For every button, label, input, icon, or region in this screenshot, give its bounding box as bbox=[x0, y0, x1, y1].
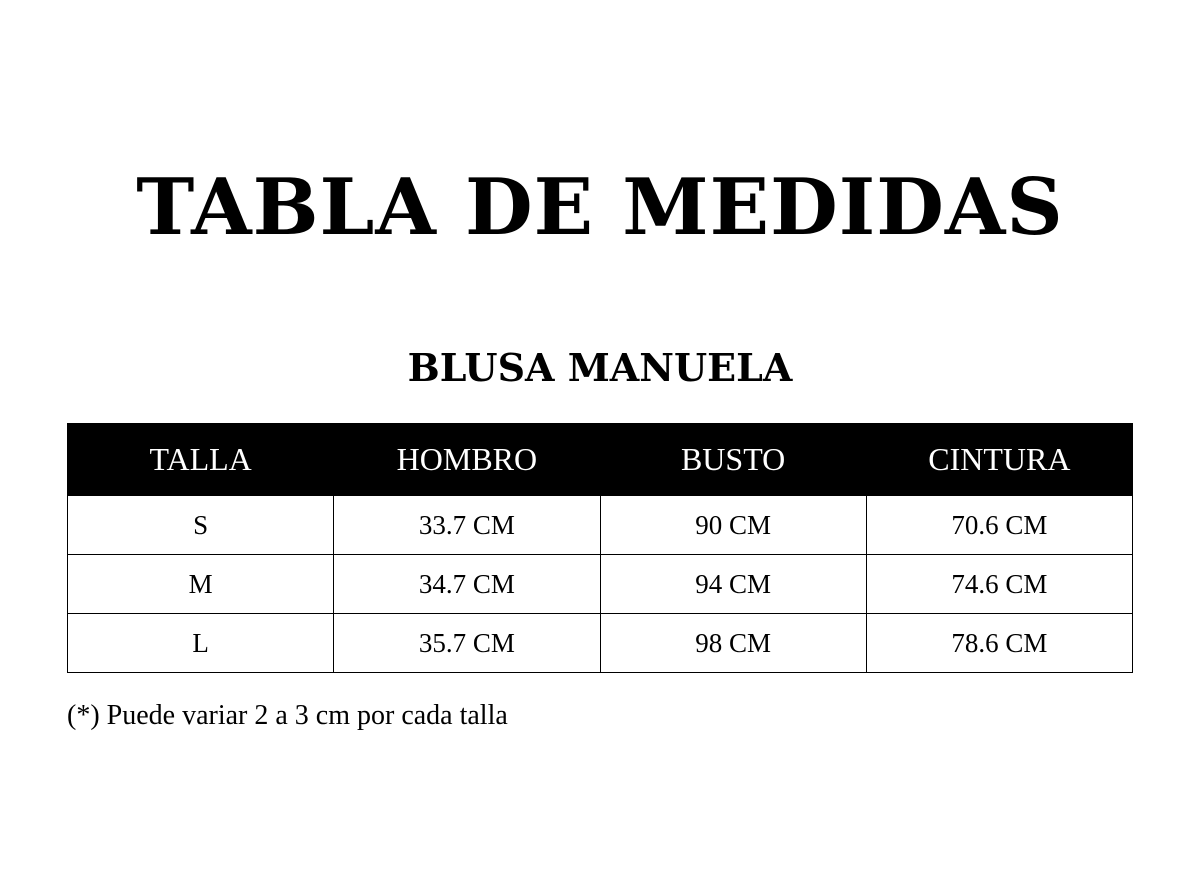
table-header bbox=[68, 424, 1133, 496]
cell-cintura: 70.6 CM bbox=[866, 496, 1132, 555]
cell-cintura: 78.6 CM bbox=[866, 614, 1132, 673]
column-header-talla: TALLA bbox=[68, 424, 334, 496]
cell-hombro: 33.7 CM bbox=[334, 496, 600, 555]
table-row bbox=[68, 555, 1133, 614]
cell-talla: M bbox=[68, 555, 334, 614]
cell-busto: 90 CM bbox=[600, 496, 866, 555]
column-header-busto: BUSTO bbox=[600, 424, 866, 496]
cell-talla: L bbox=[68, 614, 334, 673]
table-body bbox=[68, 496, 1133, 673]
cell-busto: 94 CM bbox=[600, 555, 866, 614]
page-title: TABLA DE MEDIDAS bbox=[136, 162, 1064, 253]
product-name: BLUSA MANUELA bbox=[407, 345, 793, 390]
footnote: (*) Puede variar 2 a 3 cm por cada talla bbox=[67, 700, 508, 731]
table-header-row bbox=[68, 424, 1133, 496]
cell-hombro: 35.7 CM bbox=[334, 614, 600, 673]
column-header-hombro: HOMBRO bbox=[334, 424, 600, 496]
size-chart-table bbox=[67, 423, 1133, 673]
column-header-cintura: CINTURA bbox=[866, 424, 1132, 496]
cell-cintura: 74.6 CM bbox=[866, 555, 1132, 614]
cell-busto: 98 CM bbox=[600, 614, 866, 673]
table-row bbox=[68, 496, 1133, 555]
cell-talla: S bbox=[68, 496, 334, 555]
table-row bbox=[68, 614, 1133, 673]
cell-hombro: 34.7 CM bbox=[334, 555, 600, 614]
